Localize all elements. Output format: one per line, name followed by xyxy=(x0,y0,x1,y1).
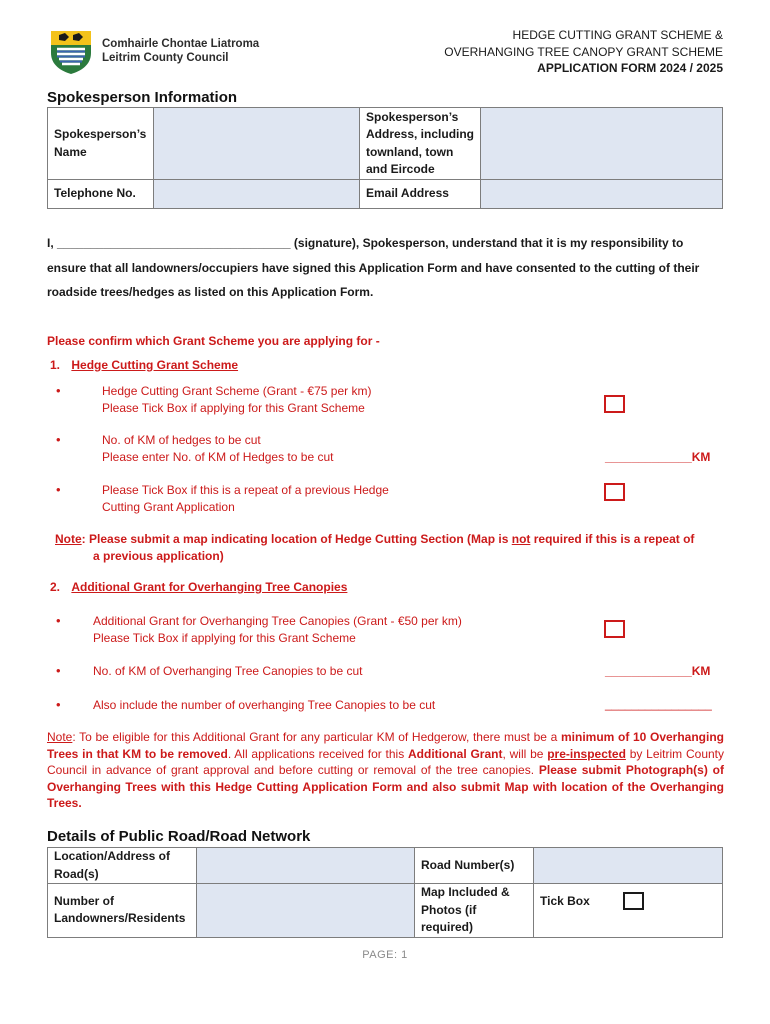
scheme-1-number: 1. xyxy=(50,358,61,372)
note-label: Note xyxy=(55,532,82,546)
note-text-a: : Please submit a map indicating location of Hedge Cutting Section (Map is xyxy=(81,532,512,546)
eligibility-text-8: Please submit Photograph(s) of Overhanging Trees with this Hedge Cutting Application Form and also submit Map with location of the Overhanging Trees. xyxy=(47,763,724,810)
scheme-1-item-1-line1: Hedge Cutting Grant Scheme (Grant - €75 per km) xyxy=(102,384,372,398)
eligibility-text-5: , will be xyxy=(502,746,548,761)
note-text-not: not xyxy=(511,532,531,546)
scheme-1-item-3-line1: Please Tick Box if this is a repeat of a previous Hedge xyxy=(102,483,389,497)
note-text-c: a previous application) xyxy=(93,548,224,563)
road-section-title: Details of Public Road/Road Network xyxy=(47,828,311,845)
map-included-label: Map Included & Photos (if required) xyxy=(415,884,534,938)
page-number: PAGE: 1 xyxy=(362,949,408,961)
email-label: Email Address xyxy=(360,180,481,209)
scheme-1-item-3-line2: Cutting Grant Application xyxy=(102,499,235,514)
tree-canopy-scheme-checkbox[interactable] xyxy=(604,620,625,638)
note-text-b: required if this is a repeat of xyxy=(530,532,695,546)
scheme-1-item-1-line2: Please Tick Box if applying for this Grant Scheme xyxy=(102,400,365,415)
declaration-line-1: I, ___________________________________ (signature), Spokesperson, understand that it is my responsibility to xyxy=(47,236,684,250)
spokesperson-table xyxy=(47,107,723,209)
spokesperson-name-field[interactable] xyxy=(154,108,360,180)
repeat-application-checkbox[interactable] xyxy=(604,483,625,501)
scheme-1-item-1 xyxy=(102,383,371,416)
road-number-label: Road Number(s) xyxy=(415,848,534,884)
eligibility-text-1: : To be eligible for this Additional Grant for any particular KM of Hedgerow, there must be a xyxy=(72,730,561,744)
spokesperson-address-label: Spokesperson’s Address, including townland, town and Eircode xyxy=(360,108,481,180)
road-details-table xyxy=(47,847,723,938)
bullet-icon: • xyxy=(56,697,61,712)
form-title-line2: OVERHANGING TREE CANOPY GRANT SCHEME xyxy=(444,44,723,59)
spokesperson-name-label: Spokesperson’s Name xyxy=(48,108,154,180)
council-name xyxy=(102,37,259,65)
road-location-label: Location/Address of Road(s) xyxy=(48,848,197,884)
scheme-2-item-1-line2: Please Tick Box if applying for this Grant Scheme xyxy=(93,630,356,645)
bullet-icon: • xyxy=(56,432,61,447)
eligibility-text-7: by Leitrim County Council in advance of grant approval and before cutting or removal of the tree canopies. xyxy=(47,746,724,777)
email-field[interactable] xyxy=(481,180,723,209)
telephone-label: Telephone No. xyxy=(48,180,154,209)
scheme-2-title: Additional Grant for Overhanging Tree Canopies xyxy=(71,580,348,594)
scheme-1-item-2 xyxy=(102,432,333,465)
scheme-1-item-2-line2: Please enter No. of KM of Hedges to be cut xyxy=(102,449,334,464)
spokesperson-section-title: Spokesperson Information xyxy=(47,89,238,106)
bullet-icon: • xyxy=(56,383,61,398)
declaration-line-2: ensure that all landowners/occupiers have signed this Application Form and have consented to the cutting of their xyxy=(47,261,700,275)
scheme-2-item-1 xyxy=(93,613,462,646)
scheme-1-title: Hedge Cutting Grant Scheme xyxy=(71,358,239,372)
bullet-icon: • xyxy=(56,663,61,678)
scheme-2-heading xyxy=(50,580,347,594)
council-name-irish: Comhairle Chontae Liatroma xyxy=(102,38,260,50)
hedge-map-note xyxy=(55,531,723,564)
map-tick-cell xyxy=(534,884,723,938)
tick-box-label: Tick Box xyxy=(540,894,590,908)
map-included-checkbox[interactable] xyxy=(623,892,644,910)
eligibility-text-3: . All applications received for this xyxy=(227,746,409,761)
scheme-1-heading xyxy=(50,358,238,372)
road-location-field[interactable] xyxy=(197,848,415,884)
telephone-field[interactable] xyxy=(154,180,360,209)
landowners-field[interactable] xyxy=(197,884,415,938)
council-name-english: Leitrim County Council xyxy=(102,52,229,64)
hedge-km-entry[interactable]: _____________KM xyxy=(605,450,711,464)
landowners-label: Number of Landowners/Residents xyxy=(48,884,197,938)
county-crest-logo xyxy=(47,27,95,75)
road-number-field[interactable] xyxy=(534,848,723,884)
canopy-km-entry[interactable]: _____________KM xyxy=(605,664,711,678)
scheme-1-item-2-line1: No. of KM of hedges to be cut xyxy=(102,433,261,447)
spokesperson-address-field[interactable] xyxy=(481,108,723,180)
scheme-2-item-1-line1: Additional Grant for Overhanging Tree Canopies (Grant - €50 per km) xyxy=(93,614,462,628)
form-title-line3: APPLICATION FORM 2024 / 2025 xyxy=(537,61,723,75)
eligibility-note xyxy=(47,729,724,812)
form-title-line1: HEDGE CUTTING GRANT SCHEME & xyxy=(512,28,723,42)
bullet-icon: • xyxy=(56,482,61,497)
eligibility-text-4: Additional Grant xyxy=(408,746,503,761)
eligibility-text-2: minimum of 10 Overhanging Trees in that KM to be removed xyxy=(47,730,724,761)
grant-scheme-prompt: Please confirm which Grant Scheme you are applying for - xyxy=(47,334,380,348)
hedge-scheme-checkbox[interactable] xyxy=(604,395,625,413)
declaration-line-3: roadside trees/hedges as listed on this Application Form. xyxy=(47,285,374,299)
form-title xyxy=(444,27,723,77)
bullet-icon: • xyxy=(56,613,61,628)
scheme-1-item-3 xyxy=(102,482,389,515)
eligibility-text-6: pre-inspected xyxy=(547,746,626,761)
canopy-count-entry[interactable]: ________________ xyxy=(605,697,712,711)
scheme-2-item-3: Also include the number of overhanging Tree Canopies to be cut xyxy=(93,698,436,712)
scheme-2-number: 2. xyxy=(50,580,61,594)
scheme-2-item-2: No. of KM of Overhanging Tree Canopies to be cut xyxy=(93,664,363,678)
eligibility-note-label: Note xyxy=(47,730,73,744)
